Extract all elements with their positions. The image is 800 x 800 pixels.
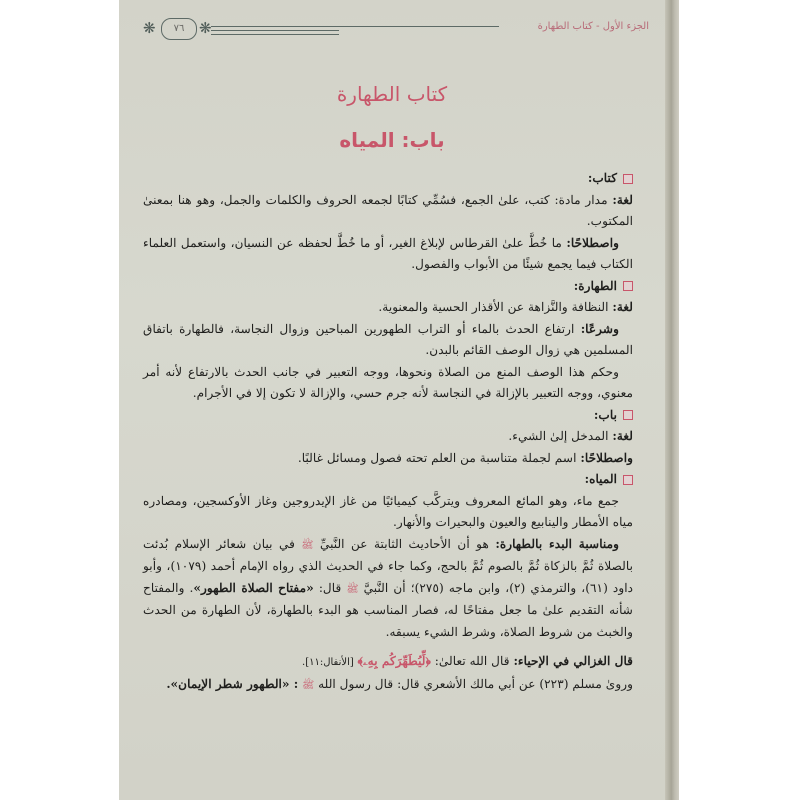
book-title: كتاب الطهارة xyxy=(336,82,448,106)
term-heading-miyah xyxy=(143,469,633,491)
definition-text: مدار مادة: كتب، علىٰ الجمع، فسُمِّي كتابًا لجمعه الحروف والكلمات والجمل، وهو هنا بمعنىٰ المكتوب. xyxy=(143,192,633,228)
paragraph: جمع ماء، وهو المائع المعروف ويتركَّب كيميائيًا من غاز الإيدروجين وغاز الأوكسجين، ومصادره مياه الأمطار والينابيع والعيون والبحيرات والأنهار. xyxy=(143,493,633,529)
header-rule xyxy=(211,30,339,31)
page-number-ornament xyxy=(139,14,219,44)
term-heading-kitab xyxy=(143,168,633,190)
salawat-icon: ﷺ xyxy=(301,539,314,551)
definition-label: واصطلاحًا: xyxy=(580,450,633,465)
definition-label: لغة: xyxy=(612,300,633,314)
verse-reference: [الأنفال:١١]. xyxy=(302,657,354,668)
term-label: الطهارة: xyxy=(573,278,617,293)
book-page xyxy=(119,0,679,800)
definition-label: لغة: xyxy=(612,429,633,443)
term-label: كتاب: xyxy=(587,171,617,185)
paragraph xyxy=(143,448,633,470)
paragraph xyxy=(143,651,633,674)
running-header xyxy=(139,14,649,42)
definition-text: ما خُطَّ علىٰ القرطاس لإبلاغ الغير، أو ما خُطَّ لحفظه عن النسيان، واستعمل العلماء الكتاب فيما يجمع شيئًا من الأبواب والفصول. xyxy=(143,235,633,271)
quran-verse: ﴿لِّيُطَهِّرَكُم بِهِۦ﴾ xyxy=(357,654,431,668)
header-rule xyxy=(211,26,499,27)
definition-label: واصطلاحًا: xyxy=(566,235,619,250)
body-text: قال: xyxy=(318,580,342,595)
page-number: ٧٦ xyxy=(161,18,197,40)
paragraph: وحكم هذا الوصف المنع من الصلاة ونحوها، ووجه التعبير في جانب الحدث بالارتفاع لأنه أمر معنوي، ووجه التعبير بالإزالة في النجاسة لأنه جرم حسي، والإزالة لا تكون إلا في الأجرام. xyxy=(143,364,633,400)
square-bullet-icon xyxy=(623,475,633,485)
body-text: هو أن الأحاديث الثابتة عن النَّبيِّ xyxy=(319,536,489,551)
paragraph xyxy=(143,319,633,362)
definition-label: ومناسبة البدء بالطهارة: xyxy=(495,536,620,551)
body-text: . والمفتاح شأنه التقديم علىٰ ما جعل مفتاحًا له، فصار المناسب هو البدء بالطهارة، لأن الطهارة من الحدث والخبث من شروط الصلاة، وشرط الشيء يسبقه. xyxy=(143,580,633,639)
body-text: في بيان شعائر الإسلام بُدئت بالصلاة ثُمَّ بالزكاة ثُمَّ بالصوم ثُمَّ بالحج، وكما جاء في الحديث الذي رواه الإمام أحمد (١٠٧٩)، وأبو داود (٦١)، والترمذي (٢)، وابن ماجه (٢٧٥)؛ أن النَّبيَّ xyxy=(143,536,634,595)
definition-label: وشرعًا: xyxy=(580,321,619,336)
definition-text: المدخل إلىٰ الشيء. xyxy=(508,429,609,443)
term-label: المياه: xyxy=(584,472,617,486)
page-binding-edge xyxy=(665,0,679,800)
paragraph xyxy=(143,190,633,233)
definition-label: قال الغزالي في الإحياء: xyxy=(513,654,633,668)
definition-label: لغة: xyxy=(612,192,634,207)
paragraph xyxy=(143,674,633,697)
salawat-icon: ﷺ xyxy=(302,679,315,691)
paragraph xyxy=(143,426,633,448)
definition-text: ارتفاع الحدث بالماء أو التراب الطهورين المباحين وزوال النجاسة، فالطهارة باتفاق المسلمين هي زوال الوصف القائم بالبدن. xyxy=(143,321,633,357)
term-label: باب: xyxy=(593,407,617,422)
definition-text: النظافة والنَّزاهة عن الأقذار الحسية والمعنوية. xyxy=(378,300,609,314)
flourish-icon: ❋ xyxy=(143,19,156,37)
definition-text: اسم لجملة متناسبة من العلم تحته فصول ومسائل غالبًا. xyxy=(297,450,577,465)
square-bullet-icon xyxy=(623,410,633,420)
body-text: وروىٰ مسلم (٢٢٣) عن أبي مالك الأشعري قال: قال رسول الله xyxy=(318,676,633,691)
header-rule xyxy=(211,34,339,35)
flourish-icon: ❋ xyxy=(199,19,212,37)
paragraph xyxy=(143,534,633,644)
hadith-quote: : «الطهور شطر الإيمان». xyxy=(166,676,299,691)
square-bullet-icon xyxy=(623,174,633,184)
term-heading-bab xyxy=(143,405,633,427)
body-text: قال الله تعالىٰ: xyxy=(434,654,510,668)
paragraph xyxy=(143,233,633,276)
running-title: الجزء الأول - كتاب الطهارة xyxy=(537,21,649,32)
hadith-quote: «مفتاح الصلاة الطهور» xyxy=(193,580,314,595)
salawat-icon: ﷺ xyxy=(346,583,359,595)
paragraph xyxy=(143,297,633,319)
chapter-title: باب: المياه xyxy=(339,128,445,152)
page-body xyxy=(143,160,633,696)
term-heading-tahara xyxy=(143,276,633,298)
square-bullet-icon xyxy=(623,281,633,291)
